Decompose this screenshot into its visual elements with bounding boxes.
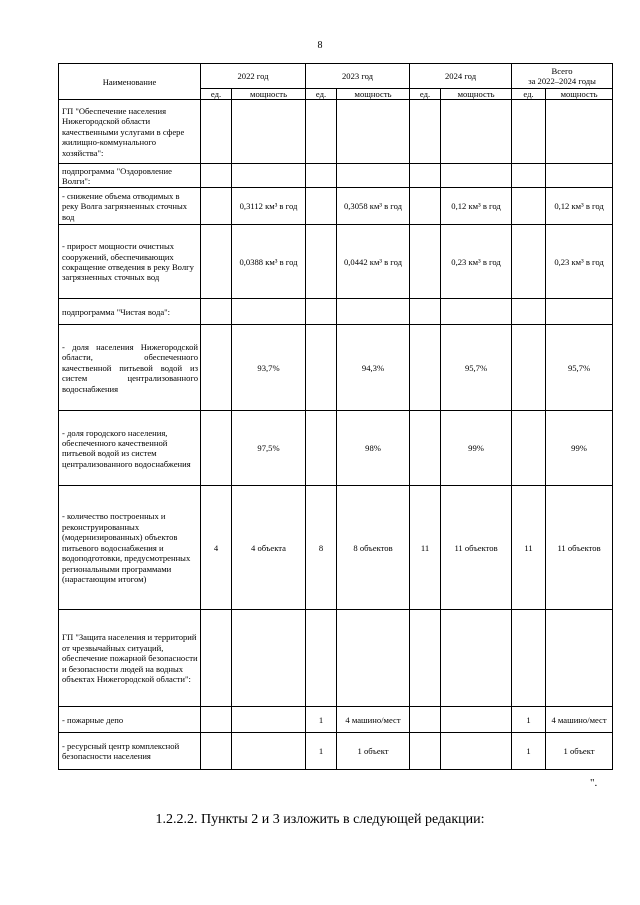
header-year-2022: 2022 год: [201, 64, 306, 89]
cell-capacity: 95,7%: [546, 325, 613, 411]
cell-unit: 1: [306, 707, 337, 733]
header-unit: ед.: [201, 89, 232, 100]
cell-unit: [512, 610, 546, 707]
indicators-table: [58, 63, 613, 770]
cell-unit: [512, 188, 546, 225]
header-capacity: мощность: [546, 89, 613, 100]
cell-unit: [410, 188, 441, 225]
header-capacity: мощность: [232, 89, 306, 100]
cell-unit: [410, 733, 441, 770]
cell-unit: 1: [512, 733, 546, 770]
closing-quote: ".: [590, 777, 598, 789]
header-total: [512, 64, 613, 89]
cell-capacity: 1 объект: [337, 733, 410, 770]
cell-capacity: [232, 707, 306, 733]
cell-capacity: 99%: [441, 411, 512, 486]
table-row: [59, 707, 613, 733]
cell-unit: [512, 299, 546, 325]
row-name: - доля городского населения, обеспеченного качественной питьевой водой из систем централизованного водоснабжения: [59, 411, 201, 486]
cell-unit: 11: [512, 486, 546, 610]
cell-unit: [410, 610, 441, 707]
row-name: подпрограмма "Чистая вода":: [59, 299, 201, 325]
cell-unit: [512, 100, 546, 164]
row-name: - прирост мощности очистных сооружений, обеспечивающих сокращение отведения в реку Волгу загрязненных сточных вод: [59, 225, 201, 299]
cell-capacity: [337, 610, 410, 707]
cell-unit: [410, 225, 441, 299]
cell-unit: [512, 225, 546, 299]
cell-capacity: [441, 164, 512, 188]
table-row: [59, 325, 613, 411]
cell-unit: [306, 610, 337, 707]
row-name: ГП "Защита населения и территорий от чрезвычайных ситуаций, обеспечение пожарной безопасности и безопасности людей на водных объектах Нижегородской области":: [59, 610, 201, 707]
cell-capacity: 97,5%: [232, 411, 306, 486]
cell-capacity: [441, 299, 512, 325]
cell-capacity: 4 объекта: [232, 486, 306, 610]
cell-unit: [512, 325, 546, 411]
cell-capacity: 0,0442 км³ в год: [337, 225, 410, 299]
cell-capacity: [441, 610, 512, 707]
cell-unit: [201, 188, 232, 225]
cell-unit: [410, 411, 441, 486]
cell-unit: [410, 164, 441, 188]
cell-capacity: 11 объектов: [546, 486, 613, 610]
table-row: [59, 299, 613, 325]
cell-capacity: [232, 299, 306, 325]
cell-unit: [201, 325, 232, 411]
cell-unit: [410, 100, 441, 164]
cell-unit: [201, 707, 232, 733]
table-row: [59, 486, 613, 610]
header-unit: ед.: [410, 89, 441, 100]
cell-unit: [201, 299, 232, 325]
header-capacity: мощность: [337, 89, 410, 100]
cell-capacity: 0,23 км³ в год: [546, 225, 613, 299]
cell-capacity: [546, 610, 613, 707]
cell-capacity: 1 объект: [546, 733, 613, 770]
header-year-2023: 2023 год: [306, 64, 410, 89]
amendment-paragraph: 1.2.2.2. Пункты 2 и 3 изложить в следующей редакции:: [155, 812, 485, 827]
cell-capacity: [546, 100, 613, 164]
table-row: [59, 100, 613, 164]
cell-capacity: [546, 299, 613, 325]
cell-capacity: 0,3112 км³ в год: [232, 188, 306, 225]
cell-capacity: [232, 164, 306, 188]
row-name: - снижение объема отводимых в реку Волга загрязненных сточных вод: [59, 188, 201, 225]
cell-capacity: 0,3058 км³ в год: [337, 188, 410, 225]
header-total-line2: за 2022–2024 годы: [528, 76, 596, 86]
cell-unit: 8: [306, 486, 337, 610]
cell-unit: [306, 299, 337, 325]
page-number: 8: [317, 40, 323, 51]
cell-capacity: [337, 299, 410, 325]
cell-capacity: 4 машино/мест: [337, 707, 410, 733]
row-name: подпрограмма "Оздоровление Волги":: [59, 164, 201, 188]
cell-capacity: [232, 733, 306, 770]
cell-capacity: [337, 100, 410, 164]
cell-unit: [201, 411, 232, 486]
cell-capacity: 0,12 км³ в год: [441, 188, 512, 225]
cell-unit: [201, 733, 232, 770]
cell-unit: [306, 188, 337, 225]
cell-unit: [410, 299, 441, 325]
cell-unit: [306, 100, 337, 164]
table-row: [59, 188, 613, 225]
header-name: Наименование: [59, 64, 201, 100]
row-name: - количество построенных и реконструированных (модернизированных) объектов питьевого водоснабжения и водоподготовки, предусмотренных региональными программами (нарастающим итогом): [59, 486, 201, 610]
row-name: ГП "Обеспечение населения Нижегородской области качественными услугами в сфере жилищно-коммунального хозяйства":: [59, 100, 201, 164]
table-row: [59, 225, 613, 299]
header-year-2024: 2024 год: [410, 64, 512, 89]
cell-capacity: 11 объектов: [441, 486, 512, 610]
table-row: [59, 733, 613, 770]
cell-unit: [306, 164, 337, 188]
row-name: - доля населения Нижегородской области, обеспеченного качественной питьевой водой из систем централизованного водоснабжения: [59, 325, 201, 411]
cell-unit: [201, 225, 232, 299]
cell-capacity: [337, 164, 410, 188]
cell-capacity: 0,0388 км³ в год: [232, 225, 306, 299]
cell-capacity: 0,23 км³ в год: [441, 225, 512, 299]
cell-unit: [306, 225, 337, 299]
cell-unit: [410, 707, 441, 733]
cell-capacity: [441, 707, 512, 733]
table-row: [59, 164, 613, 188]
cell-capacity: [232, 610, 306, 707]
cell-unit: [410, 325, 441, 411]
cell-unit: [512, 164, 546, 188]
row-name: - ресурсный центр комплексной безопасности населения: [59, 733, 201, 770]
header-capacity: мощность: [441, 89, 512, 100]
cell-capacity: [232, 100, 306, 164]
cell-unit: 11: [410, 486, 441, 610]
cell-capacity: 99%: [546, 411, 613, 486]
cell-capacity: [441, 733, 512, 770]
cell-unit: [201, 164, 232, 188]
cell-unit: 4: [201, 486, 232, 610]
cell-unit: [512, 411, 546, 486]
cell-unit: 1: [512, 707, 546, 733]
cell-capacity: 95,7%: [441, 325, 512, 411]
cell-unit: [201, 610, 232, 707]
cell-capacity: [441, 100, 512, 164]
cell-unit: [201, 100, 232, 164]
cell-capacity: 93,7%: [232, 325, 306, 411]
header-row-years: [59, 64, 613, 89]
table-row: [59, 411, 613, 486]
row-name: - пожарные депо: [59, 707, 201, 733]
cell-capacity: 98%: [337, 411, 410, 486]
cell-capacity: 94,3%: [337, 325, 410, 411]
cell-capacity: [546, 164, 613, 188]
table-row: [59, 610, 613, 707]
header-unit: ед.: [306, 89, 337, 100]
cell-capacity: 4 машино/мест: [546, 707, 613, 733]
cell-unit: [306, 411, 337, 486]
cell-unit: 1: [306, 733, 337, 770]
cell-capacity: 0,12 км³ в год: [546, 188, 613, 225]
header-unit: ед.: [512, 89, 546, 100]
cell-capacity: 8 объектов: [337, 486, 410, 610]
header-total-line1: Всего: [551, 65, 573, 76]
cell-unit: [306, 325, 337, 411]
